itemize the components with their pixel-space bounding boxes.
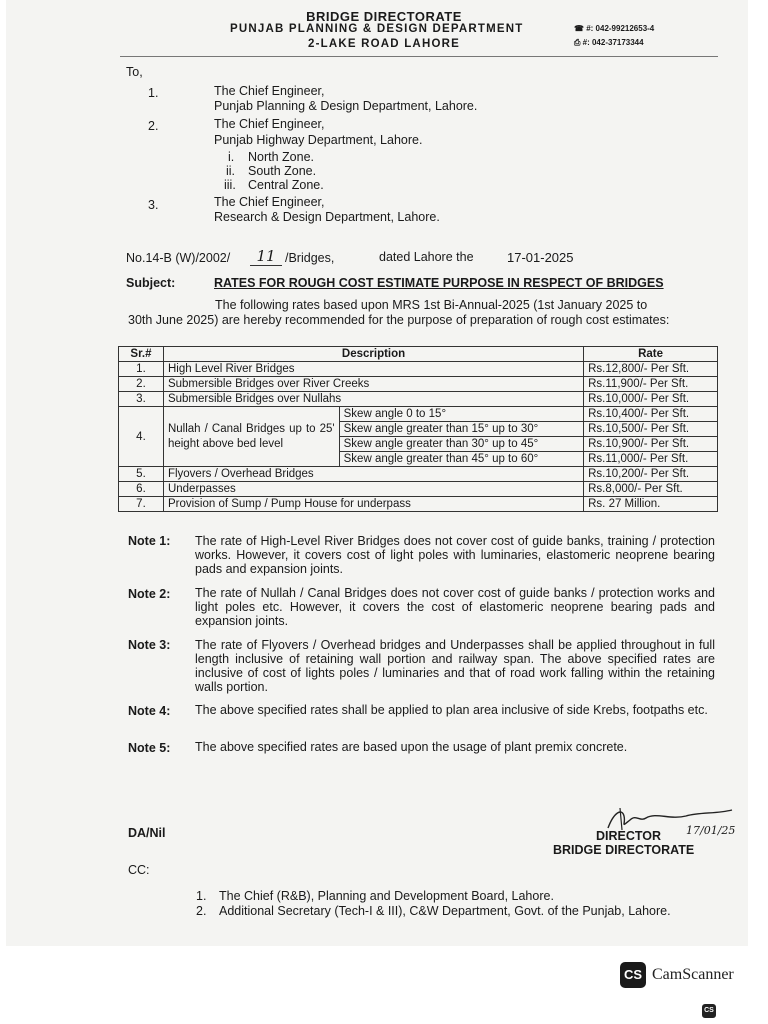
- to-label: To,: [126, 65, 143, 79]
- note-5-text: The above specified rates are based upon the usage of plant premix concrete.: [195, 740, 628, 754]
- rates-table: [118, 346, 718, 512]
- recipient-1-number: 1.: [148, 86, 159, 100]
- fax-icon: ⎙: [574, 38, 581, 47]
- reference-suffix: /Bridges,: [285, 251, 335, 265]
- row-sr: 5.: [119, 467, 164, 482]
- zone-1-number: i.: [228, 150, 235, 164]
- sub-row-rate: Rs.10,500/- Per Sft.: [584, 422, 718, 437]
- sub-row-description: Skew angle greater than 45° up to 60°: [339, 452, 584, 467]
- table-row: [119, 482, 718, 497]
- note-3-text: The rate of Flyovers / Overhead bridges and Underpasses shall be applied throughout in full length inclusive of retaining wall portion and railway span. The above specified rates are inclusive of cost of lights poles / luminaries and that of road work falling within the retaining walls portion.: [195, 638, 715, 694]
- recipient-2-title: The Chief Engineer,: [214, 117, 325, 131]
- signature-date: 17/01/25: [686, 824, 736, 837]
- signatory-office: BRIDGE DIRECTORATE: [553, 843, 695, 857]
- sub-row-description: Skew angle greater than 15° up to 30°: [339, 422, 584, 437]
- recipient-3-number: 3.: [148, 198, 159, 212]
- header-sr: Sr.#: [119, 347, 164, 362]
- subject-label: Subject:: [126, 276, 176, 290]
- camscanner-small-logo-icon: CS: [702, 1004, 716, 1018]
- header-description: Description: [163, 347, 583, 362]
- intro-line-1: The following rates based upon MRS 1st Bi-Annual-2025 (1st January 2025 to: [215, 298, 648, 312]
- cc-1-number: 1.: [196, 889, 207, 903]
- table-row: [119, 377, 718, 392]
- zone-1-name: North Zone.: [248, 150, 315, 164]
- table-row: [119, 392, 718, 407]
- row-sr: 2.: [119, 377, 164, 392]
- header-rate: Rate: [584, 347, 718, 362]
- fax-number: #: 042-37173344: [582, 38, 644, 47]
- row-description: High Level River Bridges: [163, 362, 583, 377]
- camscanner-brand-text: CamScanner: [652, 966, 734, 983]
- camscanner-logo-icon: CS: [620, 962, 646, 988]
- reference-date: 17-01-2025: [507, 250, 574, 265]
- intro-line-2: 30th June 2025) are hereby recommended for the purpose of preparation of rough cost estimates:: [128, 313, 670, 327]
- row-description: Flyovers / Overhead Bridges: [163, 467, 583, 482]
- recipient-1-title: The Chief Engineer,: [214, 84, 325, 98]
- note-1-text: The rate of High-Level River Bridges does not cover cost of guide banks, training / protection works. However, it covers cost of light poles with luminaries, elastomeric neoprene bearing pads and expansion joints.: [195, 534, 715, 576]
- zone-2-number: ii.: [226, 164, 236, 178]
- note-4-label: Note 4:: [128, 704, 171, 718]
- recipient-1-dept: Punjab Planning & Design Department, Lahore.: [214, 99, 478, 113]
- row-sr: 6.: [119, 482, 164, 497]
- zone-3-name: Central Zone.: [248, 178, 324, 192]
- cc-1-text: The Chief (R&B), Planning and Development Board, Lahore.: [219, 889, 554, 903]
- table-row: [119, 467, 718, 482]
- table-header-row: [119, 347, 718, 362]
- sub-row-rate: Rs.10,900/- Per Sft.: [584, 437, 718, 452]
- cc-label: CC:: [128, 863, 150, 877]
- zone-2-name: South Zone.: [248, 164, 317, 178]
- recipient-2-dept: Punjab Highway Department, Lahore.: [214, 133, 423, 147]
- dated-label: dated Lahore the: [379, 250, 474, 264]
- row-rate: Rs.11,900/- Per Sft.: [584, 377, 718, 392]
- note-2-text: The rate of Nullah / Canal Bridges does not cover cost of guide banks / protection works and light poles etc. However, it covers the cost of elastomeric neoprene bearing pads and expansion joints.: [195, 586, 715, 628]
- recipient-3-title: The Chief Engineer,: [214, 195, 325, 209]
- table-row: [119, 497, 718, 512]
- note-4-text: The above specified rates shall be applied to plan area inclusive of side Krebs, footpaths etc.: [195, 703, 708, 717]
- sub-row-rate: Rs.11,000/- Per Sft.: [584, 452, 718, 467]
- row-sr: 3.: [119, 392, 164, 407]
- letterhead-title: BRIDGE DIRECTORATE: [306, 9, 462, 24]
- note-5-label: Note 5:: [128, 741, 171, 755]
- row-description: Submersible Bridges over River Creeks: [163, 377, 583, 392]
- note-2-label: Note 2:: [128, 587, 171, 601]
- cc-2-number: 2.: [196, 904, 207, 918]
- subject-text: RATES FOR ROUGH COST ESTIMATE PURPOSE IN RESPECT OF BRIDGES: [214, 276, 664, 290]
- da-nil: DA/Nil: [128, 826, 166, 840]
- note-1-label: Note 1:: [128, 534, 171, 548]
- fax-line: [574, 38, 644, 48]
- sub-row-description: Skew angle 0 to 15°: [339, 407, 584, 422]
- table-row: [119, 407, 718, 422]
- letterhead-address: 2-LAKE ROAD LAHORE: [308, 38, 460, 50]
- row-rate: Rs. 27 Million.: [584, 497, 718, 512]
- phone-icon: ☎: [574, 24, 584, 33]
- reference-prefix: No.14-B (W)/2002/: [126, 251, 231, 265]
- row-sr: 1.: [119, 362, 164, 377]
- row-sr: 4.: [119, 407, 164, 467]
- row-rate: Rs.12,800/- Per Sft.: [584, 362, 718, 377]
- sub-row-description: Skew angle greater than 30° up to 45°: [339, 437, 584, 452]
- phone-number: #: 042-99212653-4: [586, 24, 655, 33]
- recipient-2-number: 2.: [148, 119, 159, 133]
- row-sr: 7.: [119, 497, 164, 512]
- row-rate: Rs.10,200/- Per Sft.: [584, 467, 718, 482]
- row-rate: Rs.8,000/- Per Sft.: [584, 482, 718, 497]
- cc-2-text: Additional Secretary (Tech-I & III), C&W Department, Govt. of the Punjab, Lahore.: [219, 904, 671, 918]
- table-row: [119, 362, 718, 377]
- row-description: Nullah / Canal Bridges up to 25' height above bed level: [163, 407, 339, 467]
- sub-row-rate: Rs.10,400/- Per Sft.: [584, 407, 718, 422]
- recipient-3-dept: Research & Design Department, Lahore.: [214, 210, 440, 224]
- phone-line: [574, 24, 654, 33]
- header-divider: [120, 56, 718, 57]
- row-description: Underpasses: [163, 482, 583, 497]
- reference-handwritten-number: 11: [250, 247, 282, 266]
- letterhead-department: PUNJAB PLANNING & DESIGN DEPARTMENT: [230, 23, 524, 35]
- row-description: Provision of Sump / Pump House for underpass: [163, 497, 583, 512]
- signatory-title: DIRECTOR: [596, 829, 662, 843]
- note-3-label: Note 3:: [128, 638, 171, 652]
- row-description: Submersible Bridges over Nullahs: [163, 392, 583, 407]
- zone-3-number: iii.: [224, 178, 236, 192]
- row-rate: Rs.10,000/- Per Sft.: [584, 392, 718, 407]
